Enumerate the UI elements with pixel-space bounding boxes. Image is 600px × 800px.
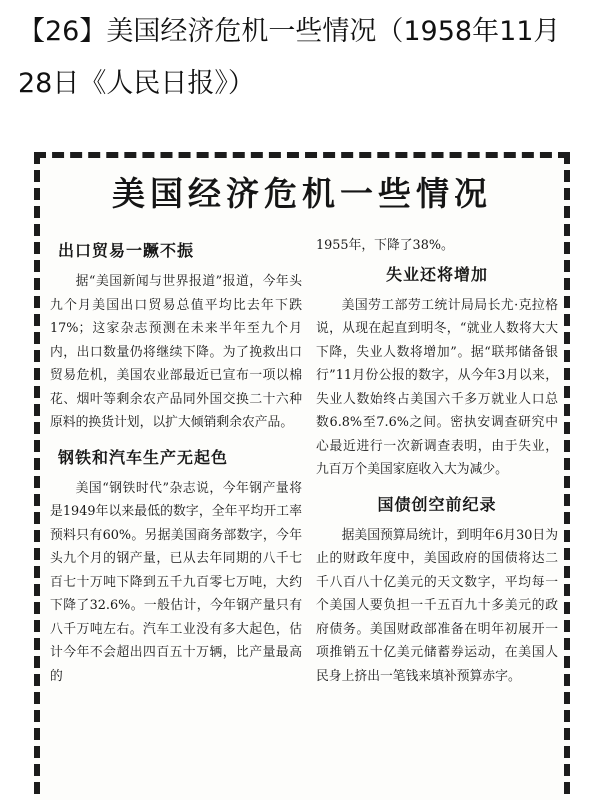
section-heading-unemployment: 失业还将增加 — [385, 264, 488, 284]
section-heading-export: 出口贸易一蹶不振 — [58, 241, 195, 260]
section-heading-debt: 国债创空前纪录 — [377, 494, 497, 514]
newspaper-clipping — [34, 152, 570, 800]
article-title: 美国经济危机一些情况 — [112, 174, 492, 213]
section-paragraph-export: 据“美国新闻与世界报道”报道，今年头九个月美国出口贸易总值平均比去年下跌17%；这家杂志预测在未来半年至九个月内，出口数量仍将继续下降。为了挽救出口贸易危机，美国农业部最近已宣布一项以棉花、烟叶等剩余农产品同外国交换二十六种原料的换货计划，以扩大倾销剩余农产品。 — [50, 274, 302, 430]
section-paragraph-steel: 美国“钢铁时代”杂志说，今年钢产量将是1949年以来最低的数字，全年平均开工率预料只有60%。另据美国商务部数字，今年头九个月的钢产量，已从去年同期的八千七百七十万吨下降到五千九百零七万吨，大约下降了32.6%。一般估计，今年钢产量只有八千万吨左右。汽车工业没有多大起色，估计今年不会超出四百五十万辆，比产量最高的 — [50, 480, 302, 684]
right-column — [316, 234, 558, 688]
page-title: 【26】美国经济危机一些情况（1958年11月28日《人民日报》） — [18, 16, 561, 99]
section-paragraph-debt: 据美国预算局统计，到明年6月30日为止的财政年度中，美国政府的国债将达二千八百八十亿美元的天文数字，平均每一个美国人要负担一千五百九十多美元的政府债务。美国财政部准备在明年初展开一项推销五十亿美元储蓄券运动，在美国人民身上挤出一笔钱来填补预算赤字。 — [316, 527, 558, 684]
continuation-text: 1955年，下降了38%。 — [316, 238, 454, 253]
section-heading-steel: 钢铁和汽车生产无起色 — [58, 447, 229, 467]
left-column — [50, 234, 302, 688]
section-paragraph-unemployment: 美国劳工部劳工统计局局长尤·克拉格说，从现在起直到明冬，“就业人数将大大下降，失业人数将增加”。据“联邦储备银行”11月份公报的数字，从今年3月以来，失业人数始终占美国六千多万就业人口总数6.8%至7.6%之间。密执安调查研究中心最近进行一次新调查表明，由于失业，九百万个美国家庭收入大为减少。 — [316, 297, 558, 477]
